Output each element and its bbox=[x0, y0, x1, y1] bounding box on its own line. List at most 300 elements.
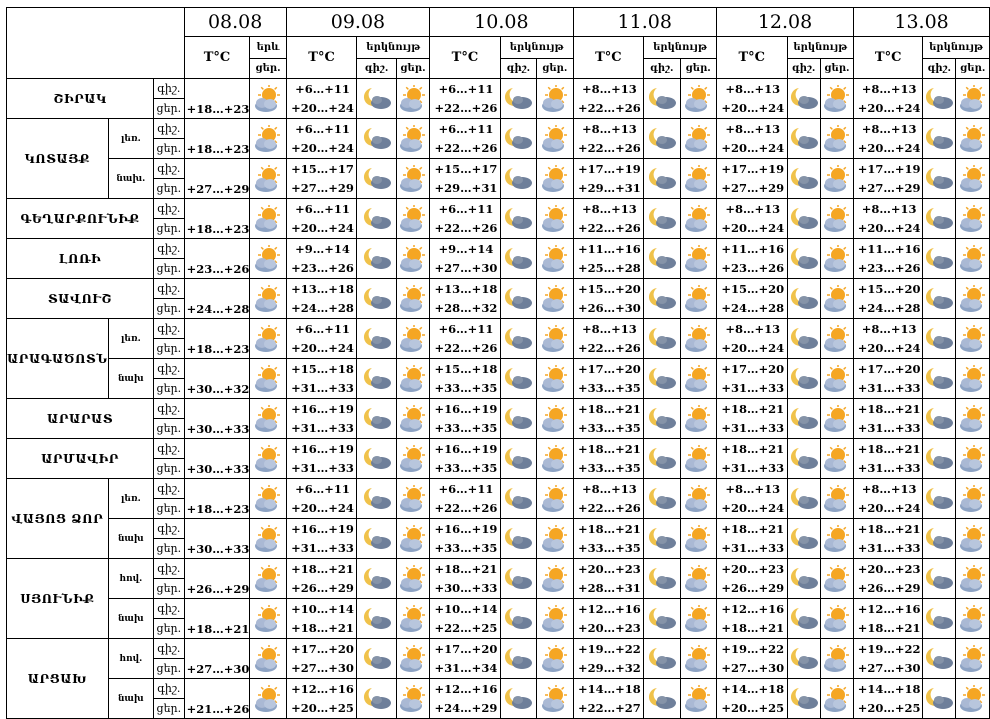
time-of-day: գիշ. ցեր. bbox=[154, 519, 185, 559]
sun-cloud-icon bbox=[956, 519, 990, 559]
temp-range: +8…+13 +20…+24 bbox=[854, 479, 923, 519]
temp-range: +6…+11 +20…+24 bbox=[286, 119, 357, 159]
table-row bbox=[7, 639, 990, 679]
sun-cloud-icon bbox=[820, 319, 853, 359]
temp-range: +18…+21 +31…+33 bbox=[854, 399, 923, 439]
moon-cloud-icon bbox=[644, 79, 680, 119]
sun-cloud-icon bbox=[956, 439, 990, 479]
moon-cloud-icon bbox=[500, 319, 536, 359]
temp-range: +6…+11 +20…+24 bbox=[286, 479, 357, 519]
temp-range: +8…+13 +20…+24 bbox=[854, 79, 923, 119]
sun-cloud-icon bbox=[396, 119, 429, 159]
time-of-day: գիշ. ցեր. bbox=[154, 559, 185, 599]
region-name: ՇԻՐԱԿ bbox=[7, 79, 154, 119]
moon-cloud-icon bbox=[357, 239, 397, 279]
temp-day: +30…+33 bbox=[184, 439, 250, 479]
temp-range: +9…+14 +23…+26 bbox=[286, 239, 357, 279]
table-row bbox=[7, 119, 990, 159]
temp-range: +15…+20 +26…+30 bbox=[573, 279, 644, 319]
sun-cloud-icon bbox=[956, 599, 990, 639]
time-of-day: գիշ. ցեր. bbox=[154, 479, 185, 519]
moon-cloud-icon bbox=[357, 679, 397, 719]
zone-label: հով. bbox=[108, 559, 153, 599]
weather-forecast-table bbox=[6, 7, 990, 719]
sun-cloud-icon bbox=[537, 159, 573, 199]
sun-cloud-icon bbox=[396, 479, 429, 519]
day-header: ցեր. bbox=[680, 59, 716, 79]
temp-day: +30…+33 bbox=[184, 519, 250, 559]
day-header: ցեր. bbox=[537, 59, 573, 79]
temp-header: T°C bbox=[184, 37, 250, 79]
moon-cloud-icon bbox=[357, 399, 397, 439]
temp-range: +14…+18 +22…+27 bbox=[573, 679, 644, 719]
sky-header: երկնույթ bbox=[357, 37, 430, 59]
sun-cloud-icon bbox=[680, 399, 716, 439]
temp-day: +24…+28 bbox=[184, 279, 250, 319]
sun-cloud-icon bbox=[396, 399, 429, 439]
zone-label: հով. bbox=[108, 639, 153, 679]
temp-range: +8…+13 +22…+26 bbox=[573, 319, 644, 359]
moon-cloud-icon bbox=[357, 199, 397, 239]
moon-cloud-icon bbox=[923, 199, 956, 239]
table-row bbox=[7, 479, 990, 519]
temp-day: +18…+23 bbox=[184, 479, 250, 519]
table-row bbox=[7, 679, 990, 719]
temp-range: +15…+17 +29…+31 bbox=[430, 159, 501, 199]
sun-cloud-icon bbox=[820, 639, 853, 679]
sun-cloud-icon bbox=[396, 239, 429, 279]
sun-cloud-icon bbox=[396, 359, 429, 399]
sun-cloud-icon bbox=[820, 279, 853, 319]
date-header: 08.08 bbox=[184, 8, 286, 37]
sun-cloud-icon bbox=[250, 279, 286, 319]
temp-range: +6…+11 +20…+24 bbox=[286, 79, 357, 119]
moon-cloud-icon bbox=[644, 399, 680, 439]
temp-day: +21…+26 bbox=[184, 679, 250, 719]
temp-range: +18…+21 +33…+35 bbox=[573, 519, 644, 559]
sun-cloud-icon bbox=[820, 439, 853, 479]
table-row bbox=[7, 599, 990, 639]
date-header: 10.08 bbox=[430, 8, 573, 37]
sky-header: երկնույթ bbox=[500, 37, 573, 59]
region-name: ԳԵՂԱՐՔՈՒՆԻՔ bbox=[7, 199, 154, 239]
temp-range: +11…+16 +23…+26 bbox=[854, 239, 923, 279]
zone-label: նախ bbox=[108, 359, 153, 399]
sun-cloud-icon bbox=[250, 119, 286, 159]
temp-range: +8…+13 +20…+24 bbox=[716, 79, 787, 119]
time-of-day: գիշ. ցեր. bbox=[154, 279, 185, 319]
day-header: ցեր. bbox=[396, 59, 429, 79]
temp-range: +17…+19 +27…+29 bbox=[854, 159, 923, 199]
moon-cloud-icon bbox=[644, 359, 680, 399]
sun-cloud-icon bbox=[820, 199, 853, 239]
sun-cloud-icon bbox=[956, 199, 990, 239]
zone-label: նախ bbox=[108, 679, 153, 719]
temp-range: +17…+19 +29…+31 bbox=[573, 159, 644, 199]
moon-cloud-icon bbox=[923, 319, 956, 359]
temp-range: +6…+11 +20…+24 bbox=[286, 199, 357, 239]
temp-range: +18…+21 +31…+33 bbox=[854, 439, 923, 479]
moon-cloud-icon bbox=[500, 519, 536, 559]
sun-cloud-icon bbox=[250, 599, 286, 639]
sun-cloud-icon bbox=[250, 439, 286, 479]
temp-day: +30…+32 bbox=[184, 359, 250, 399]
sun-cloud-icon bbox=[396, 79, 429, 119]
table-row bbox=[7, 359, 990, 399]
moon-cloud-icon bbox=[357, 439, 397, 479]
sun-cloud-icon bbox=[537, 519, 573, 559]
sun-cloud-icon bbox=[680, 439, 716, 479]
date-header: 09.08 bbox=[286, 8, 429, 37]
sun-cloud-icon bbox=[396, 279, 429, 319]
sun-cloud-icon bbox=[956, 359, 990, 399]
sun-cloud-icon bbox=[680, 159, 716, 199]
temp-day: +26…+29 bbox=[184, 559, 250, 599]
temp-range: +16…+19 +31…+33 bbox=[286, 439, 357, 479]
zone-label: լեռ. bbox=[108, 479, 153, 519]
moon-cloud-icon bbox=[500, 199, 536, 239]
temp-range: +18…+21 +33…+35 bbox=[573, 399, 644, 439]
moon-cloud-icon bbox=[500, 239, 536, 279]
temp-range: +16…+19 +31…+33 bbox=[286, 399, 357, 439]
moon-cloud-icon bbox=[644, 439, 680, 479]
temp-range: +19…+22 +29…+32 bbox=[573, 639, 644, 679]
moon-cloud-icon bbox=[357, 119, 397, 159]
sun-cloud-icon bbox=[537, 79, 573, 119]
table-row bbox=[7, 439, 990, 479]
sun-cloud-icon bbox=[680, 359, 716, 399]
moon-cloud-icon bbox=[787, 359, 820, 399]
sun-cloud-icon bbox=[396, 319, 429, 359]
table-row bbox=[7, 239, 990, 279]
temp-range: +18…+21 +31…+33 bbox=[716, 439, 787, 479]
time-of-day: գիշ. ցեր. bbox=[154, 319, 185, 359]
moon-cloud-icon bbox=[923, 559, 956, 599]
zone-label: նախ bbox=[108, 599, 153, 639]
moon-cloud-icon bbox=[500, 279, 536, 319]
moon-cloud-icon bbox=[357, 319, 397, 359]
temp-range: +13…+18 +24…+28 bbox=[286, 279, 357, 319]
temp-header: T°C bbox=[854, 37, 923, 79]
temp-range: +18…+21 +30…+33 bbox=[430, 559, 501, 599]
sun-cloud-icon bbox=[956, 239, 990, 279]
temp-range: +12…+16 +18…+21 bbox=[854, 599, 923, 639]
time-of-day: գիշ. ցեր. bbox=[154, 239, 185, 279]
sun-cloud-icon bbox=[250, 399, 286, 439]
moon-cloud-icon bbox=[644, 199, 680, 239]
moon-cloud-icon bbox=[787, 519, 820, 559]
moon-cloud-icon bbox=[787, 159, 820, 199]
table-row bbox=[7, 319, 990, 359]
temp-range: +10…+14 +18…+21 bbox=[286, 599, 357, 639]
sun-cloud-icon bbox=[250, 479, 286, 519]
temp-range: +8…+13 +20…+24 bbox=[716, 119, 787, 159]
temp-range: +6…+11 +22…+26 bbox=[430, 319, 501, 359]
moon-cloud-icon bbox=[923, 679, 956, 719]
temp-range: +17…+20 +27…+30 bbox=[286, 639, 357, 679]
moon-cloud-icon bbox=[644, 559, 680, 599]
sun-cloud-icon bbox=[396, 199, 429, 239]
moon-cloud-icon bbox=[787, 79, 820, 119]
temp-range: +15…+18 +33…+35 bbox=[430, 359, 501, 399]
sun-cloud-icon bbox=[680, 599, 716, 639]
time-of-day: գիշ. ցեր. bbox=[154, 119, 185, 159]
time-of-day: գիշ. ցեր. bbox=[154, 639, 185, 679]
date-header: 12.08 bbox=[716, 8, 853, 37]
moon-cloud-icon bbox=[500, 479, 536, 519]
moon-cloud-icon bbox=[923, 599, 956, 639]
sun-cloud-icon bbox=[820, 519, 853, 559]
moon-cloud-icon bbox=[787, 439, 820, 479]
moon-cloud-icon bbox=[357, 79, 397, 119]
sun-cloud-icon bbox=[820, 79, 853, 119]
moon-cloud-icon bbox=[357, 159, 397, 199]
temp-range: +8…+13 +22…+26 bbox=[573, 119, 644, 159]
sun-cloud-icon bbox=[250, 679, 286, 719]
sun-cloud-icon bbox=[537, 679, 573, 719]
temp-day: +27…+29 bbox=[184, 159, 250, 199]
temp-range: +18…+21 +26…+29 bbox=[286, 559, 357, 599]
night-header: գիշ. bbox=[357, 59, 397, 79]
sun-cloud-icon bbox=[250, 159, 286, 199]
temp-header: T°C bbox=[716, 37, 787, 79]
sun-cloud-icon bbox=[250, 559, 286, 599]
sun-cloud-icon bbox=[956, 79, 990, 119]
moon-cloud-icon bbox=[923, 239, 956, 279]
zone-label: լեռ. bbox=[108, 119, 153, 159]
night-header: գիշ. bbox=[644, 59, 680, 79]
temp-range: +16…+19 +33…+35 bbox=[430, 519, 501, 559]
moon-cloud-icon bbox=[923, 519, 956, 559]
moon-cloud-icon bbox=[357, 479, 397, 519]
sun-cloud-icon bbox=[396, 599, 429, 639]
temp-day: +23…+26 bbox=[184, 239, 250, 279]
region-name: ԱՐՑԱԽ bbox=[7, 639, 109, 719]
sun-cloud-icon bbox=[250, 79, 286, 119]
sky-header: երկնույթ bbox=[923, 37, 990, 59]
region-name: ՏԱՎՈՒՇ bbox=[7, 279, 154, 319]
temp-day: +18…+23 bbox=[184, 199, 250, 239]
sun-cloud-icon bbox=[820, 679, 853, 719]
moon-cloud-icon bbox=[644, 599, 680, 639]
temp-range: +8…+13 +20…+24 bbox=[716, 479, 787, 519]
night-header: գիշ. bbox=[500, 59, 536, 79]
sun-cloud-icon bbox=[250, 359, 286, 399]
sun-cloud-icon bbox=[956, 679, 990, 719]
moon-cloud-icon bbox=[357, 639, 397, 679]
temp-range: +6…+11 +22…+26 bbox=[430, 119, 501, 159]
temp-range: +19…+22 +27…+30 bbox=[716, 639, 787, 679]
moon-cloud-icon bbox=[923, 279, 956, 319]
sun-cloud-icon bbox=[537, 599, 573, 639]
sun-cloud-icon bbox=[820, 599, 853, 639]
sun-cloud-icon bbox=[250, 639, 286, 679]
moon-cloud-icon bbox=[923, 119, 956, 159]
moon-cloud-icon bbox=[787, 479, 820, 519]
sun-cloud-icon bbox=[820, 159, 853, 199]
sun-cloud-icon bbox=[956, 319, 990, 359]
temp-range: +16…+19 +31…+33 bbox=[286, 519, 357, 559]
moon-cloud-icon bbox=[644, 279, 680, 319]
moon-cloud-icon bbox=[644, 679, 680, 719]
temp-range: +11…+16 +25…+28 bbox=[573, 239, 644, 279]
zone-label: լեռ. bbox=[108, 319, 153, 359]
temp-range: +18…+21 +33…+35 bbox=[573, 439, 644, 479]
temp-range: +12…+16 +20…+23 bbox=[573, 599, 644, 639]
date-header: 11.08 bbox=[573, 8, 716, 37]
sun-cloud-icon bbox=[956, 479, 990, 519]
moon-cloud-icon bbox=[644, 479, 680, 519]
moon-cloud-icon bbox=[357, 519, 397, 559]
moon-cloud-icon bbox=[787, 239, 820, 279]
time-of-day: գիշ. ցեր. bbox=[154, 599, 185, 639]
moon-cloud-icon bbox=[787, 679, 820, 719]
sun-cloud-icon bbox=[680, 559, 716, 599]
time-of-day: գիշ. ցեր. bbox=[154, 79, 185, 119]
sun-cloud-icon bbox=[250, 319, 286, 359]
temp-range: +8…+13 +20…+24 bbox=[854, 199, 923, 239]
sun-cloud-icon bbox=[537, 199, 573, 239]
day-header: ցեր. bbox=[820, 59, 853, 79]
moon-cloud-icon bbox=[787, 199, 820, 239]
sun-cloud-icon bbox=[680, 199, 716, 239]
moon-cloud-icon bbox=[500, 439, 536, 479]
temp-range: +18…+21 +31…+33 bbox=[716, 519, 787, 559]
temp-range: +16…+19 +33…+35 bbox=[430, 399, 501, 439]
sun-cloud-icon bbox=[820, 479, 853, 519]
sun-cloud-icon bbox=[956, 639, 990, 679]
moon-cloud-icon bbox=[500, 679, 536, 719]
table-row bbox=[7, 79, 990, 119]
moon-cloud-icon bbox=[923, 399, 956, 439]
moon-cloud-icon bbox=[923, 359, 956, 399]
temp-range: +15…+18 +31…+33 bbox=[286, 359, 357, 399]
moon-cloud-icon bbox=[923, 479, 956, 519]
temp-range: +17…+20 +31…+33 bbox=[716, 359, 787, 399]
zone-label: նախ bbox=[108, 519, 153, 559]
table-row bbox=[7, 519, 990, 559]
temp-day: +18…+23 bbox=[184, 319, 250, 359]
sun-cloud-icon bbox=[820, 239, 853, 279]
moon-cloud-icon bbox=[923, 159, 956, 199]
moon-cloud-icon bbox=[787, 599, 820, 639]
corner-cell bbox=[7, 8, 185, 79]
sun-cloud-icon bbox=[680, 639, 716, 679]
temp-range: +17…+20 +33…+35 bbox=[573, 359, 644, 399]
temp-range: +20…+23 +28…+31 bbox=[573, 559, 644, 599]
sun-cloud-icon bbox=[537, 479, 573, 519]
moon-cloud-icon bbox=[644, 519, 680, 559]
region-name: ԱՐԱԳԱԾՈՏՆ bbox=[7, 319, 109, 399]
temp-range: +9…+14 +27…+30 bbox=[430, 239, 501, 279]
day-header: ցեր. bbox=[956, 59, 990, 79]
sun-cloud-icon bbox=[956, 559, 990, 599]
night-header: գիշ. bbox=[923, 59, 956, 79]
temp-range: +8…+13 +22…+26 bbox=[573, 479, 644, 519]
moon-cloud-icon bbox=[644, 119, 680, 159]
sun-cloud-icon bbox=[537, 239, 573, 279]
sun-cloud-icon bbox=[396, 679, 429, 719]
sun-cloud-icon bbox=[680, 519, 716, 559]
moon-cloud-icon bbox=[500, 359, 536, 399]
moon-cloud-icon bbox=[787, 319, 820, 359]
temp-range: +8…+13 +20…+24 bbox=[854, 319, 923, 359]
temp-range: +14…+18 +20…+25 bbox=[716, 679, 787, 719]
temp-range: +12…+16 +20…+25 bbox=[286, 679, 357, 719]
temp-range: +17…+20 +31…+33 bbox=[854, 359, 923, 399]
sun-cloud-icon bbox=[956, 399, 990, 439]
sun-cloud-icon bbox=[250, 239, 286, 279]
time-of-day: գիշ. ցեր. bbox=[154, 399, 185, 439]
temp-range: +16…+19 +33…+35 bbox=[430, 439, 501, 479]
temp-header: T°C bbox=[573, 37, 644, 79]
temp-range: +14…+18 +20…+25 bbox=[854, 679, 923, 719]
region-name: ՎԱՅՈՑ ՁՈՐ bbox=[7, 479, 109, 559]
table-row bbox=[7, 559, 990, 599]
sun-cloud-icon bbox=[537, 279, 573, 319]
temp-range: +6…+11 +22…+26 bbox=[430, 79, 501, 119]
moon-cloud-icon bbox=[787, 399, 820, 439]
temp-range: +13…+18 +28…+32 bbox=[430, 279, 501, 319]
sun-cloud-icon bbox=[537, 399, 573, 439]
moon-cloud-icon bbox=[644, 319, 680, 359]
temp-range: +8…+13 +22…+26 bbox=[573, 79, 644, 119]
sun-cloud-icon bbox=[537, 119, 573, 159]
sun-cloud-icon bbox=[680, 279, 716, 319]
moon-cloud-icon bbox=[644, 639, 680, 679]
temp-range: +17…+20 +31…+34 bbox=[430, 639, 501, 679]
day-header: ցեր. bbox=[250, 59, 286, 79]
sky-header: երկնույթ bbox=[644, 37, 717, 59]
sun-cloud-icon bbox=[680, 239, 716, 279]
temp-range: +8…+13 +20…+24 bbox=[716, 319, 787, 359]
time-of-day: գիշ. ցեր. bbox=[154, 199, 185, 239]
moon-cloud-icon bbox=[644, 159, 680, 199]
sun-cloud-icon bbox=[250, 199, 286, 239]
sun-cloud-icon bbox=[537, 439, 573, 479]
night-header: գիշ. bbox=[787, 59, 820, 79]
sun-cloud-icon bbox=[956, 279, 990, 319]
date-header: 13.08 bbox=[854, 8, 990, 37]
sky-header: երկնույթ bbox=[787, 37, 854, 59]
temp-range: +6…+11 +22…+26 bbox=[430, 199, 501, 239]
temp-range: +15…+17 +27…+29 bbox=[286, 159, 357, 199]
moon-cloud-icon bbox=[787, 119, 820, 159]
sun-cloud-icon bbox=[396, 159, 429, 199]
sun-cloud-icon bbox=[680, 319, 716, 359]
region-name: ԿՈՏԱՅՔ bbox=[7, 119, 109, 199]
sun-cloud-icon bbox=[537, 639, 573, 679]
table-row bbox=[7, 159, 990, 199]
temp-range: +18…+21 +31…+33 bbox=[716, 399, 787, 439]
region-name: ԱՐԱՐԱՏ bbox=[7, 399, 154, 439]
region-name: ՍՅՈՒՆԻՔ bbox=[7, 559, 109, 639]
temp-header: T°C bbox=[286, 37, 357, 79]
moon-cloud-icon bbox=[357, 559, 397, 599]
moon-cloud-icon bbox=[500, 119, 536, 159]
moon-cloud-icon bbox=[787, 279, 820, 319]
sun-cloud-icon bbox=[820, 559, 853, 599]
temp-day: +30…+33 bbox=[184, 399, 250, 439]
moon-cloud-icon bbox=[923, 79, 956, 119]
temp-range: +8…+13 +20…+24 bbox=[854, 119, 923, 159]
time-of-day: գիշ. ցեր. bbox=[154, 359, 185, 399]
moon-cloud-icon bbox=[500, 559, 536, 599]
temp-range: +6…+11 +20…+24 bbox=[286, 319, 357, 359]
sun-cloud-icon bbox=[820, 399, 853, 439]
sun-cloud-icon bbox=[537, 559, 573, 599]
temp-range: +20…+23 +26…+29 bbox=[854, 559, 923, 599]
